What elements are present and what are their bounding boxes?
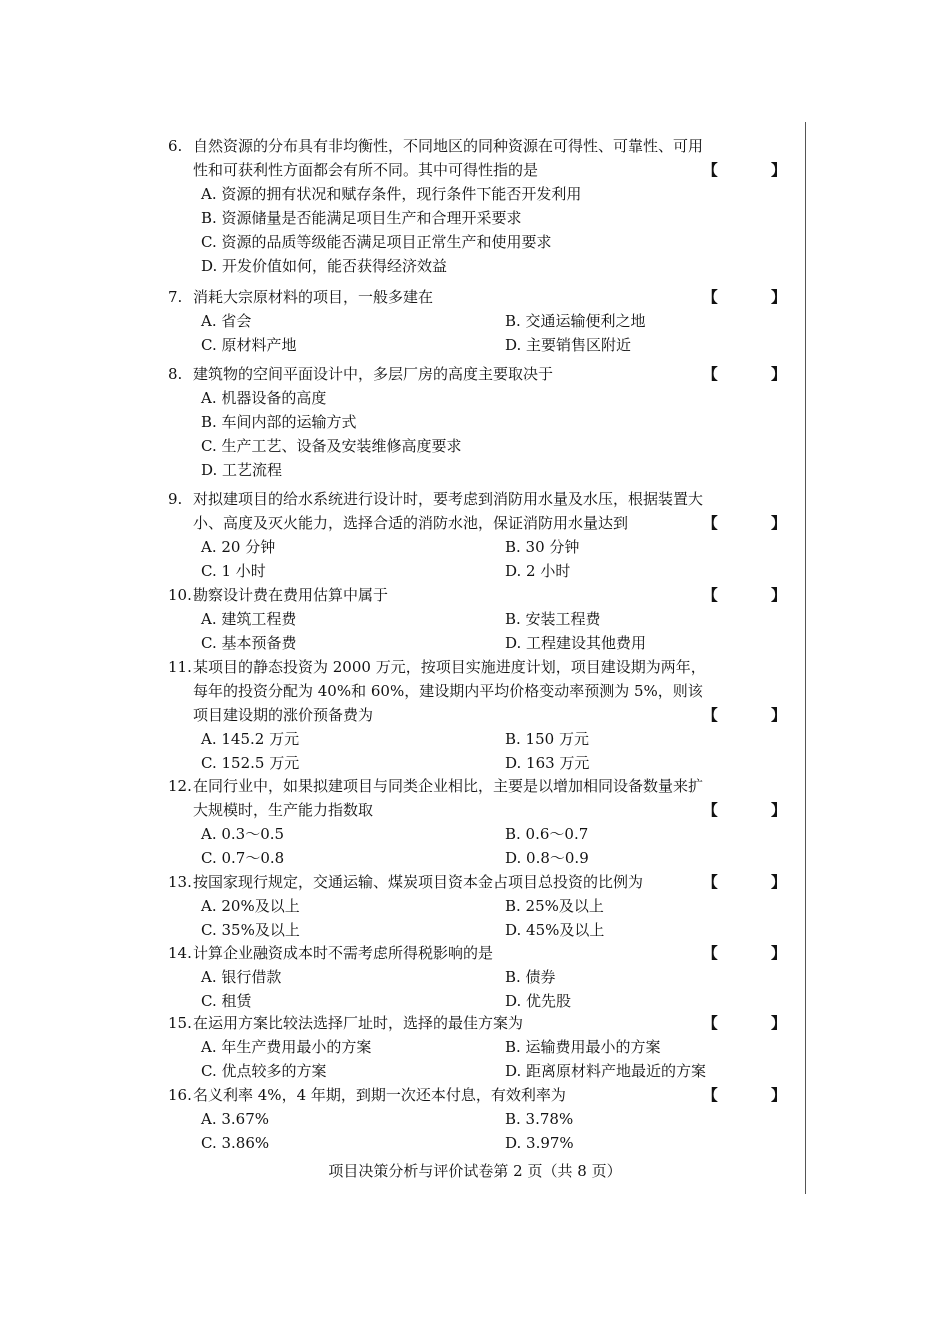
option-c: C. 3.86%	[201, 1134, 270, 1152]
option-c: C. 0.7～0.8	[201, 849, 285, 867]
option-d: D. 距离原材料产地最近的方案	[505, 1062, 707, 1080]
option-c: C. 优点较多的方案	[201, 1062, 327, 1080]
question-number: 14.	[168, 944, 192, 962]
option-a: A. 年生产费用最小的方案	[201, 1038, 372, 1056]
question-stem-line	[168, 1011, 810, 1035]
question-stem-line	[168, 1083, 810, 1107]
question-text	[168, 870, 643, 894]
option-b: B. 150 万元	[505, 730, 589, 748]
question-text-continued	[193, 798, 373, 822]
question-text	[168, 583, 388, 607]
answer-bracket: 【 】	[702, 873, 810, 891]
option-d: D. 工程建设其他费用	[505, 634, 647, 652]
option-b: B. 资源储量是否能满足项目生产和合理开采要求	[201, 209, 522, 227]
question-number: 7.	[168, 288, 183, 306]
question-number: 9.	[168, 490, 183, 508]
option-d: D. 2 小时	[505, 562, 571, 580]
option-a: A. 20%及以上	[201, 897, 300, 915]
answer-bracket: 【 】	[702, 706, 810, 724]
question-stem-line	[168, 655, 788, 679]
question-line-text: 勘察设计费在费用估算中属于	[193, 586, 389, 604]
option-b: B. 3.78%	[505, 1110, 574, 1128]
question-text	[168, 1083, 566, 1107]
question-number: 15.	[168, 1014, 192, 1032]
question-stem-line	[168, 158, 810, 182]
option-d: D. 3.97%	[505, 1134, 574, 1152]
question-text	[168, 285, 433, 309]
option-a: A. 资源的拥有状况和赋存条件，现行条件下能否开发利用	[201, 185, 582, 203]
question-number: 13.	[168, 873, 192, 891]
question-stem-line	[168, 870, 810, 894]
answer-bracket: 【 】	[702, 1086, 810, 1104]
question-line-text: 项目建设期的涨价预备费为	[193, 706, 374, 724]
answer-bracket: 【 】	[702, 514, 810, 532]
answer-bracket: 【 】	[702, 944, 810, 962]
option-d: D. 优先股	[505, 992, 572, 1010]
question-line-text: 在运用方案比较法选择厂址时，选择的最佳方案为	[193, 1014, 524, 1032]
option-b: B. 0.6～0.7	[505, 825, 589, 843]
question-line-text: 按国家现行规定，交通运输、煤炭项目资本金占项目总投资的比例为	[193, 873, 644, 891]
question-text	[168, 134, 703, 158]
option-c: C. 租赁	[201, 992, 252, 1010]
option-d: D. 主要销售区附近	[505, 336, 632, 354]
question-number: 10.	[168, 586, 192, 604]
question-line-text: 小、高度及灭火能力，选择合适的消防水池，保证消防用水量达到	[193, 514, 629, 532]
question-text	[168, 774, 703, 798]
option-a: A. 建筑工程费	[201, 610, 297, 628]
answer-bracket: 【 】	[702, 365, 810, 383]
question-line-text: 在同行业中，如果拟建项目与同类企业相比，主要是以增加相同设备数量来扩	[193, 777, 704, 795]
question-text	[168, 362, 553, 386]
option-c: C. 资源的品质等级能否满足项目正常生产和使用要求	[201, 233, 552, 251]
question-stem-line	[168, 703, 810, 727]
question-stem-line	[168, 362, 810, 386]
question-text	[168, 941, 493, 965]
question-stem-line	[168, 487, 788, 511]
question-line-text: 自然资源的分布具有非均衡性，不同地区的同种资源在可得性、可靠性、可用	[193, 137, 704, 155]
question-stem-line	[168, 941, 810, 965]
question-line-text: 名义利率 4%，4 年期，到期一次还本付息，有效利率为	[193, 1086, 566, 1104]
question-text-continued	[193, 703, 373, 727]
question-line-text: 性和可获利性方面都会有所不同。其中可得性指的是	[193, 161, 539, 179]
option-c: C. 生产工艺、设备及安装维修高度要求	[201, 437, 462, 455]
option-c: C. 35%及以上	[201, 921, 300, 939]
option-a: A. 145.2 万元	[201, 730, 300, 748]
option-c: C. 1 小时	[201, 562, 266, 580]
question-stem-line	[168, 134, 788, 158]
option-d: D. 0.8～0.9	[505, 849, 589, 867]
question-line-text: 计算企业融资成本时不需考虑所得税影响的是	[193, 944, 494, 962]
option-a: A. 银行借款	[201, 968, 282, 986]
question-line-text: 某项目的静态投资为 2000 万元，按项目实施进度计划，项目建设期为两年，	[193, 658, 706, 676]
question-line-text: 大规模时，生产能力指数取	[193, 801, 374, 819]
option-a: A. 3.67%	[201, 1110, 270, 1128]
question-stem-line	[168, 583, 810, 607]
question-number: 11.	[168, 658, 192, 676]
option-a: A. 0.3～0.5	[201, 825, 285, 843]
question-text	[168, 655, 706, 679]
option-b: B. 安装工程费	[505, 610, 601, 628]
option-b: B. 运输费用最小的方案	[505, 1038, 661, 1056]
option-d: D. 163 万元	[505, 754, 590, 772]
question-text-continued	[193, 158, 538, 182]
question-stem-line	[168, 285, 810, 309]
question-text-continued	[193, 511, 628, 535]
option-c: C. 152.5 万元	[201, 754, 300, 772]
option-a: A. 机器设备的高度	[201, 389, 327, 407]
question-number: 8.	[168, 365, 183, 383]
answer-bracket: 【 】	[702, 161, 810, 179]
answer-bracket: 【 】	[702, 1014, 810, 1032]
option-c: C. 基本预备费	[201, 634, 297, 652]
question-text	[168, 1011, 523, 1035]
question-number: 12.	[168, 777, 192, 795]
option-b: B. 交通运输便利之地	[505, 312, 646, 330]
answer-bracket: 【 】	[702, 586, 810, 604]
option-d: D. 45%及以上	[505, 921, 605, 939]
answer-bracket: 【 】	[702, 288, 810, 306]
question-stem-line	[168, 679, 788, 703]
option-b: B. 30 分钟	[505, 538, 580, 556]
question-text-continued	[193, 679, 703, 703]
question-number: 6.	[168, 137, 183, 155]
option-b: B. 25%及以上	[505, 897, 604, 915]
question-stem-line	[168, 774, 788, 798]
question-text	[168, 487, 703, 511]
option-d: D. 开发价值如何，能否获得经济效益	[201, 257, 448, 275]
option-c: C. 原材料产地	[201, 336, 297, 354]
question-number: 16.	[168, 1086, 192, 1104]
question-line-text: 建筑物的空间平面设计中，多层厂房的高度主要取决于	[193, 365, 554, 383]
question-line-text: 对拟建项目的给水系统进行设计时，要考虑到消防用水量及水压，根据装置大	[193, 490, 704, 508]
question-stem-line	[168, 798, 810, 822]
option-d: D. 工艺流程	[201, 461, 283, 479]
answer-bracket: 【 】	[702, 801, 810, 819]
option-b: B. 车间内部的运输方式	[201, 413, 357, 431]
option-a: A. 20 分钟	[201, 538, 276, 556]
question-line-text: 消耗大宗原材料的项目，一般多建在	[193, 288, 434, 306]
question-stem-line	[168, 511, 810, 535]
option-a: A. 省会	[201, 312, 252, 330]
option-b: B. 债券	[505, 968, 556, 986]
question-line-text: 每年的投资分配为 40%和 60%，建设期内平均价格变动率预测为 5%，则该	[193, 682, 703, 700]
page-footer: 项目决策分析与评价试卷第 2 页（共 8 页）	[328, 1162, 622, 1180]
